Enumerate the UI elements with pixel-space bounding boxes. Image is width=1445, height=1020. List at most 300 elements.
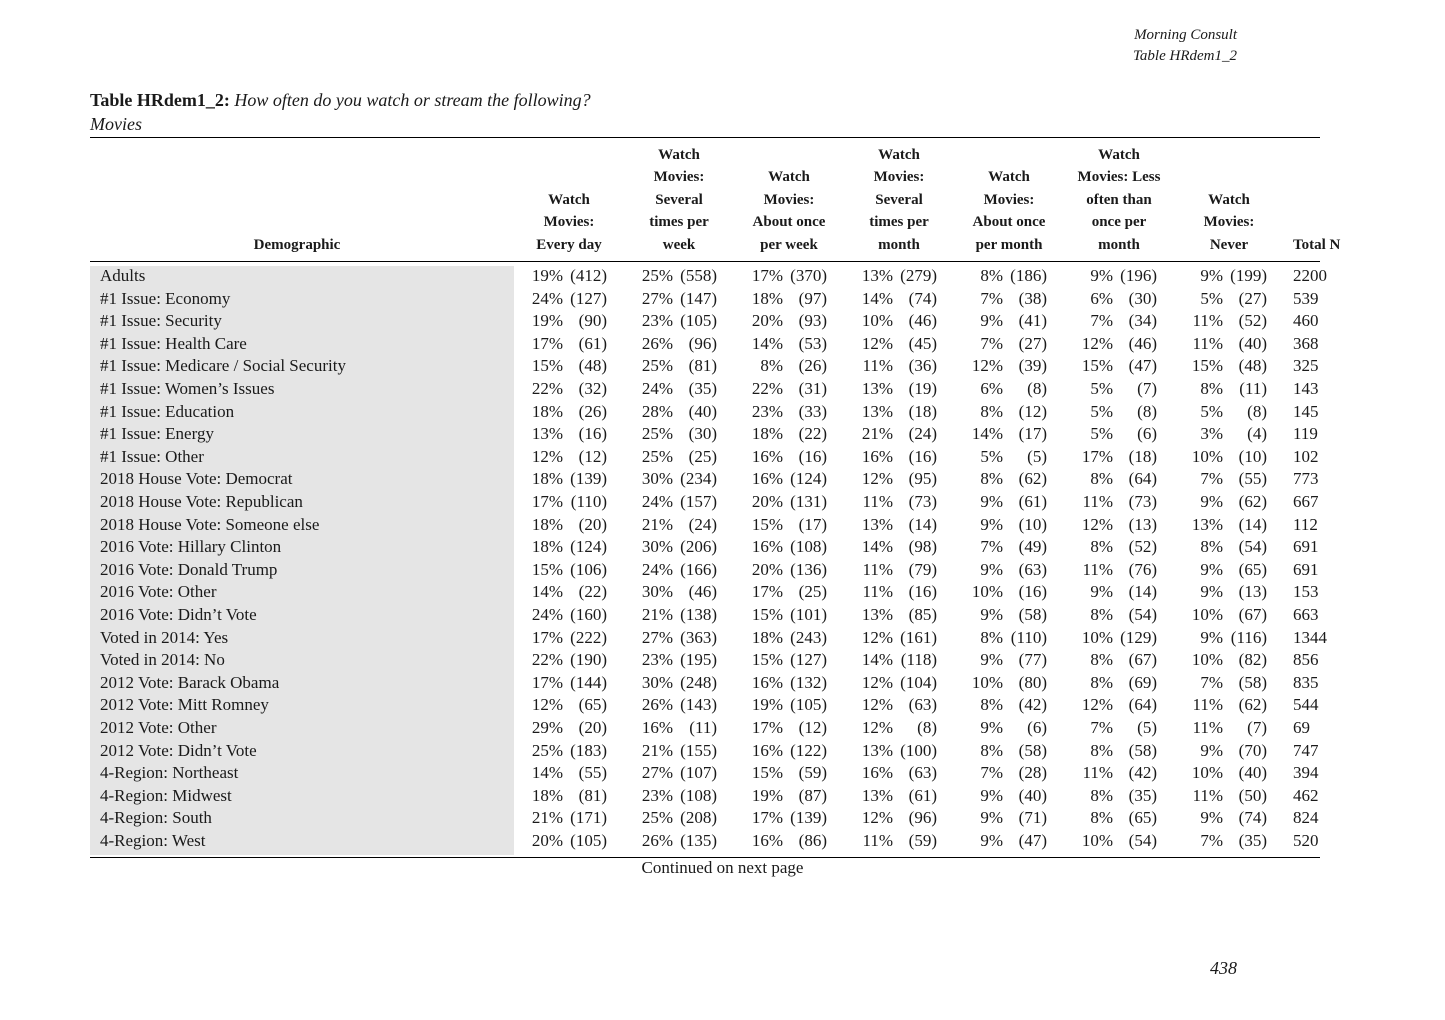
cell-percent: 6% xyxy=(980,379,1003,398)
cell-total: 824 xyxy=(1293,808,1319,828)
cell-count: (208) xyxy=(680,808,717,828)
cell-count: (79) xyxy=(908,559,937,579)
cell-percent: 10% xyxy=(861,311,893,331)
cell-percent: 21% xyxy=(531,808,563,828)
cell-count: (96) xyxy=(908,808,937,828)
table-row xyxy=(0,289,1320,312)
cell-count: (20) xyxy=(578,514,607,534)
cell-percent: 23% xyxy=(641,785,673,805)
cell-percent: 18% xyxy=(751,424,783,444)
cell-total: 773 xyxy=(1293,469,1319,489)
cell-percent: 10% xyxy=(1191,650,1223,670)
cell-count: (110) xyxy=(1010,627,1047,647)
column-header-line: About once xyxy=(972,214,1046,230)
cell-count: (61) xyxy=(908,785,937,805)
cell-count: (65) xyxy=(578,695,607,715)
cell-percent: 11% xyxy=(1082,763,1113,783)
cell-count: (16) xyxy=(798,446,827,466)
cell-percent: 5% xyxy=(980,446,1003,466)
cell-count: (35) xyxy=(688,379,717,398)
cell-count: (96) xyxy=(688,333,717,353)
cell-percent: 11% xyxy=(1192,333,1223,353)
cell-percent: 8% xyxy=(980,695,1003,715)
cell-percent: 9% xyxy=(980,559,1003,579)
cell-percent: 17% xyxy=(1081,446,1113,466)
cell-percent: 9% xyxy=(1200,266,1223,285)
cell-count: (12) xyxy=(798,718,827,737)
table-row xyxy=(0,650,1320,673)
cell-percent: 24% xyxy=(641,559,673,579)
cell-percent: 25% xyxy=(531,740,563,760)
cell-percent: 16% xyxy=(641,718,673,737)
cell-count: (18) xyxy=(908,401,937,421)
cell-total: 460 xyxy=(1293,311,1319,331)
cell-percent: 28% xyxy=(641,401,673,421)
cell-percent: 9% xyxy=(1090,582,1113,602)
cell-total: 520 xyxy=(1293,831,1319,850)
cell-percent: 12% xyxy=(861,808,893,828)
column-header-line: Watch xyxy=(768,169,810,185)
cell-count: (41) xyxy=(1018,311,1047,331)
cell-percent: 14% xyxy=(861,537,893,557)
cell-total: 102 xyxy=(1293,446,1319,466)
cell-total: 539 xyxy=(1293,288,1319,308)
cell-percent: 9% xyxy=(1200,740,1223,760)
column-header xyxy=(1179,189,1279,257)
cell-percent: 17% xyxy=(531,492,563,511)
cell-percent: 16% xyxy=(861,763,893,783)
cell-percent: 10% xyxy=(971,672,1003,692)
cell-total: 1344 xyxy=(1293,627,1327,647)
cell-percent: 9% xyxy=(980,311,1003,331)
column-header-line: Movies: xyxy=(873,169,925,185)
cell-count: (35) xyxy=(1128,785,1157,805)
cell-percent: 12% xyxy=(861,469,893,489)
row-label: 2012 Vote: Mitt Romney xyxy=(100,695,269,715)
cell-count: (108) xyxy=(790,537,827,557)
cell-percent: 15% xyxy=(1081,356,1113,376)
table-row xyxy=(0,379,1320,402)
cell-percent: 9% xyxy=(1200,582,1223,602)
table-label: Table HRdem1_2: xyxy=(90,90,230,110)
cell-percent: 12% xyxy=(861,672,893,692)
cell-count: (59) xyxy=(908,831,937,850)
cell-percent: 16% xyxy=(751,469,783,489)
cell-count: (20) xyxy=(578,718,607,737)
column-header xyxy=(1064,144,1174,257)
column-header-line: times per xyxy=(649,214,709,230)
cell-percent: 20% xyxy=(751,492,783,511)
cell-total: 747 xyxy=(1293,740,1319,760)
cell-total: 691 xyxy=(1293,537,1319,557)
cell-total: 119 xyxy=(1293,424,1318,444)
row-label: 2012 Vote: Other xyxy=(100,718,217,737)
cell-count: (67) xyxy=(1128,650,1157,670)
cell-total: 368 xyxy=(1293,333,1319,353)
cell-percent: 27% xyxy=(641,763,673,783)
cell-percent: 24% xyxy=(531,288,563,308)
cell-count: (116) xyxy=(1230,627,1267,647)
cell-total: 544 xyxy=(1293,695,1319,715)
cell-percent: 14% xyxy=(861,650,893,670)
cell-percent: 17% xyxy=(531,333,563,353)
table-row xyxy=(0,718,1320,741)
cell-percent: 6% xyxy=(1090,288,1113,308)
cell-count: (7) xyxy=(1137,379,1157,398)
cell-percent: 8% xyxy=(1090,537,1113,557)
cell-count: (14) xyxy=(908,514,937,534)
cell-percent: 30% xyxy=(641,469,673,489)
cell-count: (98) xyxy=(908,537,937,557)
cell-percent: 8% xyxy=(760,356,783,376)
cell-count: (58) xyxy=(1018,740,1047,760)
cell-count: (35) xyxy=(1238,831,1267,850)
cell-count: (70) xyxy=(1238,740,1267,760)
column-header-line: Demographic xyxy=(253,236,341,253)
table-row xyxy=(0,695,1320,718)
row-label: 2018 House Vote: Republican xyxy=(100,492,303,511)
cell-percent: 25% xyxy=(641,356,673,376)
row-label: #1 Issue: Education xyxy=(100,401,235,421)
cell-count: (74) xyxy=(908,288,937,308)
cell-percent: 12% xyxy=(531,695,563,715)
row-label: #1 Issue: Medicare / Social Security xyxy=(100,356,346,376)
cell-percent: 9% xyxy=(980,808,1003,828)
cell-count: (127) xyxy=(790,650,827,670)
cell-count: (363) xyxy=(680,627,717,647)
cell-count: (118) xyxy=(900,650,937,670)
cell-percent: 20% xyxy=(751,311,783,331)
cell-percent: 9% xyxy=(980,514,1003,534)
cell-percent: 30% xyxy=(641,582,673,602)
cell-count: (46) xyxy=(1128,333,1157,353)
cell-percent: 7% xyxy=(1200,672,1223,692)
page-header xyxy=(1133,25,1237,67)
cell-count: (54) xyxy=(1128,605,1157,624)
cell-percent: 10% xyxy=(1191,605,1223,624)
cell-count: (100) xyxy=(900,740,937,760)
cell-count: (27) xyxy=(1018,333,1047,353)
cell-percent: 13% xyxy=(861,379,893,398)
cell-percent: 10% xyxy=(1191,763,1223,783)
cell-count: (10) xyxy=(1018,514,1047,534)
cell-percent: 11% xyxy=(862,559,893,579)
cell-count: (135) xyxy=(680,831,717,850)
cell-percent: 11% xyxy=(1192,785,1223,805)
cell-percent: 7% xyxy=(980,288,1003,308)
cell-count: (36) xyxy=(908,356,937,376)
cell-count: (105) xyxy=(570,831,607,850)
cell-percent: 8% xyxy=(1200,379,1223,398)
cell-count: (32) xyxy=(578,379,607,398)
cell-count: (40) xyxy=(688,401,717,421)
column-header xyxy=(734,166,844,256)
cell-count: (129) xyxy=(1120,627,1157,647)
cell-percent: 12% xyxy=(531,446,563,466)
cell-percent: 17% xyxy=(531,672,563,692)
cell-percent: 15% xyxy=(751,650,783,670)
cell-percent: 14% xyxy=(861,288,893,308)
cell-count: (42) xyxy=(1018,695,1047,715)
cell-count: (132) xyxy=(790,672,827,692)
column-header-line: month xyxy=(1098,236,1140,253)
row-label: 2016 Vote: Hillary Clinton xyxy=(100,537,282,557)
cell-percent: 30% xyxy=(641,537,673,557)
cell-percent: 15% xyxy=(751,514,783,534)
table-row xyxy=(0,763,1320,786)
cell-count: (52) xyxy=(1238,311,1267,331)
column-header-line: Watch xyxy=(1098,146,1140,163)
cell-count: (155) xyxy=(680,740,717,760)
table-row xyxy=(0,560,1320,583)
column-header-line: Movies: xyxy=(543,214,595,230)
cell-percent: 12% xyxy=(861,718,893,737)
cell-percent: 17% xyxy=(751,266,783,285)
cell-count: (86) xyxy=(798,831,827,850)
cell-percent: 23% xyxy=(751,401,783,421)
cell-count: (87) xyxy=(798,785,827,805)
row-label: 4-Region: Midwest xyxy=(100,785,232,805)
cell-percent: 16% xyxy=(861,446,893,466)
cell-total: 2200 xyxy=(1293,266,1327,285)
column-header-line: Every day xyxy=(536,236,602,253)
cell-percent: 24% xyxy=(641,492,673,511)
cell-count: (25) xyxy=(798,582,827,602)
cell-percent: 5% xyxy=(1090,379,1113,398)
row-label: 2012 Vote: Barack Obama xyxy=(100,672,280,692)
cell-count: (48) xyxy=(1238,356,1267,376)
cell-count: (7) xyxy=(1247,718,1267,737)
cell-percent: 13% xyxy=(861,266,893,285)
cell-percent: 21% xyxy=(861,424,893,444)
row-label: 2018 House Vote: Someone else xyxy=(100,514,320,534)
cell-count: (412) xyxy=(570,266,607,285)
cell-count: (62) xyxy=(1238,695,1267,715)
cell-percent: 13% xyxy=(861,514,893,534)
cell-count: (12) xyxy=(578,446,607,466)
table-subtitle: Movies xyxy=(90,114,142,134)
cell-count: (16) xyxy=(908,446,937,466)
table-row xyxy=(0,447,1320,470)
row-label: 2016 Vote: Donald Trump xyxy=(100,559,278,579)
cell-percent: 8% xyxy=(1090,469,1113,489)
cell-percent: 12% xyxy=(1081,514,1113,534)
cell-percent: 17% xyxy=(751,808,783,828)
cell-count: (93) xyxy=(798,311,827,331)
cell-percent: 22% xyxy=(531,650,563,670)
cell-count: (10) xyxy=(1238,446,1267,466)
cell-percent: 26% xyxy=(641,695,673,715)
cell-percent: 8% xyxy=(1090,650,1113,670)
cell-percent: 9% xyxy=(980,492,1003,511)
cell-count: (11) xyxy=(1239,379,1267,398)
cell-count: (76) xyxy=(1128,559,1157,579)
cell-count: (63) xyxy=(908,763,937,783)
cell-count: (16) xyxy=(1018,582,1047,602)
cell-count: (24) xyxy=(908,424,937,444)
cell-percent: 19% xyxy=(751,695,783,715)
cell-total: 691 xyxy=(1293,559,1319,579)
cell-percent: 21% xyxy=(641,514,673,534)
column-header-line: Watch xyxy=(1208,191,1250,208)
cell-count: (46) xyxy=(908,311,937,331)
cell-percent: 13% xyxy=(861,740,893,760)
cell-percent: 9% xyxy=(980,605,1003,624)
cell-percent: 15% xyxy=(751,763,783,783)
row-label: Voted in 2014: No xyxy=(100,650,225,670)
cell-percent: 7% xyxy=(1200,831,1223,850)
table-id: Table HRdem1_2 xyxy=(1132,48,1237,64)
cell-count: (106) xyxy=(570,559,607,579)
cell-percent: 15% xyxy=(531,356,563,376)
cell-count: (22) xyxy=(578,582,607,602)
cell-percent: 21% xyxy=(641,740,673,760)
cell-count: (47) xyxy=(1128,356,1157,376)
cell-total: 143 xyxy=(1293,379,1319,398)
cell-count: (144) xyxy=(570,672,607,692)
cell-percent: 15% xyxy=(531,559,563,579)
row-label: 2016 Vote: Other xyxy=(100,582,217,602)
column-header-line: Movies: xyxy=(763,191,815,208)
cell-percent: 26% xyxy=(641,831,673,850)
cell-percent: 29% xyxy=(531,718,563,737)
cell-percent: 18% xyxy=(531,537,563,557)
cell-total: 667 xyxy=(1293,492,1319,511)
cell-percent: 8% xyxy=(1090,808,1113,828)
cell-percent: 11% xyxy=(1082,492,1113,511)
cell-percent: 11% xyxy=(1192,695,1223,715)
cell-count: (8) xyxy=(917,718,937,737)
cell-count: (131) xyxy=(790,492,827,511)
cell-count: (53) xyxy=(798,333,827,353)
cell-count: (18) xyxy=(1128,446,1157,466)
column-header-line: week xyxy=(662,236,696,253)
cell-count: (34) xyxy=(1128,311,1157,331)
cell-count: (190) xyxy=(570,650,607,670)
cell-count: (28) xyxy=(1018,763,1047,783)
cell-count: (64) xyxy=(1128,695,1157,715)
cell-percent: 5% xyxy=(1200,401,1223,421)
cell-count: (31) xyxy=(798,379,827,398)
cell-count: (40) xyxy=(1018,785,1047,805)
cell-percent: 27% xyxy=(641,627,673,647)
cell-percent: 8% xyxy=(1200,537,1223,557)
cell-total: 394 xyxy=(1293,763,1319,783)
cell-count: (108) xyxy=(680,785,717,805)
column-header xyxy=(629,144,729,257)
cell-total: 145 xyxy=(1293,401,1319,421)
cell-count: (13) xyxy=(1128,514,1157,534)
cell-count: (8) xyxy=(1027,379,1047,398)
column-header-line: About once xyxy=(752,214,826,230)
column-header-line: Watch xyxy=(988,169,1030,185)
cell-percent: 11% xyxy=(1192,311,1223,331)
cell-percent: 14% xyxy=(531,763,563,783)
cell-percent: 13% xyxy=(861,401,893,421)
table-row xyxy=(0,673,1320,696)
cell-count: (558) xyxy=(680,266,717,285)
cell-percent: 7% xyxy=(1200,469,1223,489)
column-header-line: per month xyxy=(975,236,1043,253)
column-header-line: times per xyxy=(869,214,929,230)
cell-count: (81) xyxy=(688,356,717,376)
cell-count: (17) xyxy=(798,514,827,534)
cell-percent: 16% xyxy=(751,831,783,850)
table-row xyxy=(0,334,1320,357)
table-row xyxy=(0,402,1320,425)
column-header-line: Several xyxy=(875,191,923,208)
cell-percent: 11% xyxy=(862,582,893,602)
cell-percent: 19% xyxy=(531,311,563,331)
cell-count: (107) xyxy=(680,763,717,783)
cell-count: (58) xyxy=(1238,672,1267,692)
cell-percent: 19% xyxy=(751,785,783,805)
cell-count: (196) xyxy=(1120,266,1157,285)
row-label: #1 Issue: Energy xyxy=(100,424,214,444)
row-label: Voted in 2014: Yes xyxy=(100,627,229,647)
cell-percent: 16% xyxy=(751,740,783,760)
cell-percent: 23% xyxy=(641,650,673,670)
cell-percent: 16% xyxy=(751,672,783,692)
cell-count: (24) xyxy=(688,514,717,534)
cell-count: (69) xyxy=(1128,672,1157,692)
cell-percent: 20% xyxy=(531,831,563,850)
cell-count: (48) xyxy=(578,356,607,376)
cell-percent: 9% xyxy=(1200,808,1223,828)
cell-percent: 13% xyxy=(861,605,893,624)
cell-count: (243) xyxy=(790,627,827,647)
cell-count: (22) xyxy=(798,424,827,444)
table-row xyxy=(0,537,1320,560)
column-header-line: per week xyxy=(760,236,818,253)
cell-percent: 11% xyxy=(862,492,893,511)
cell-total: 69 xyxy=(1293,718,1310,737)
cell-count: (55) xyxy=(578,763,607,783)
cell-count: (50) xyxy=(1238,785,1267,805)
continued-note: Continued on next page xyxy=(641,858,804,877)
cell-count: (234) xyxy=(680,469,717,489)
cell-percent: 17% xyxy=(751,718,783,737)
column-header-line: often than xyxy=(1086,191,1152,208)
column-header-line: Watch xyxy=(878,146,920,163)
cell-count: (45) xyxy=(908,333,937,353)
cell-count: (248) xyxy=(680,672,717,692)
cell-count: (105) xyxy=(790,695,827,715)
cell-count: (206) xyxy=(680,537,717,557)
cell-count: (55) xyxy=(1238,469,1267,489)
table-row xyxy=(0,492,1320,515)
cell-total: 462 xyxy=(1293,785,1319,805)
column-header-line: Movies: Less xyxy=(1077,169,1161,185)
cell-total: 153 xyxy=(1293,582,1319,602)
cell-count: (74) xyxy=(1238,808,1267,828)
header-rule xyxy=(90,261,1320,262)
cell-percent: 14% xyxy=(531,582,563,602)
cell-percent: 11% xyxy=(1192,718,1223,737)
cell-percent: 18% xyxy=(531,785,563,805)
table-row xyxy=(0,515,1320,538)
cell-count: (80) xyxy=(1018,672,1047,692)
cell-count: (95) xyxy=(908,469,937,489)
row-label: 4-Region: Northeast xyxy=(100,763,239,783)
cell-count: (58) xyxy=(1128,740,1157,760)
cell-count: (160) xyxy=(570,605,607,624)
top-rule xyxy=(90,137,1320,138)
cell-count: (62) xyxy=(1238,492,1267,511)
cell-count: (59) xyxy=(798,763,827,783)
cell-percent: 10% xyxy=(1081,831,1113,850)
cell-count: (16) xyxy=(578,424,607,444)
